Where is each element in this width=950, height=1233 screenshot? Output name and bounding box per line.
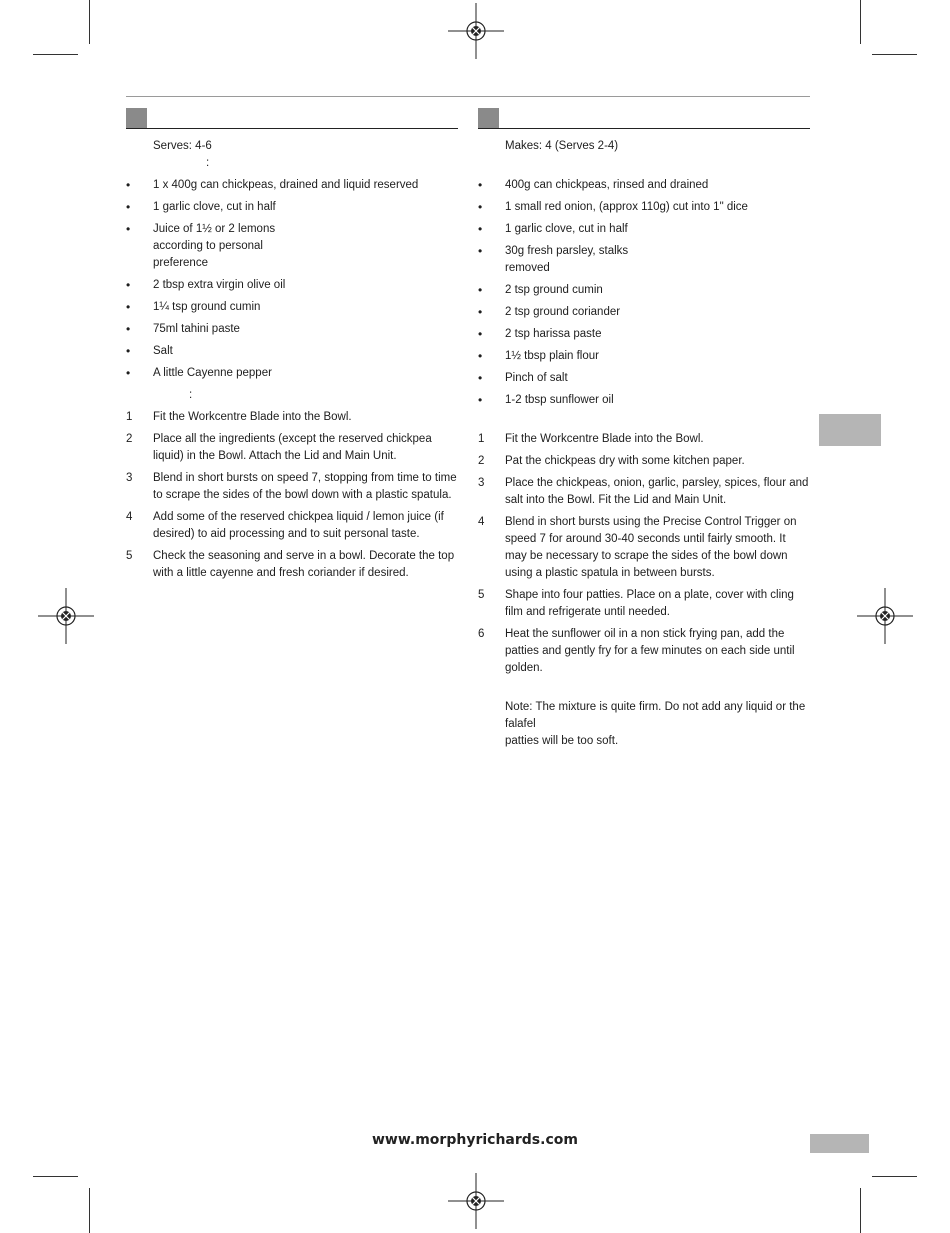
- method-step: [478, 514, 810, 582]
- ingredient-item: [478, 370, 810, 387]
- step-number: 2: [126, 433, 133, 445]
- ingredient-text: Juice of 1½ or 2 lemons according to personal preference: [153, 223, 276, 269]
- ingredient-text: 30g fresh parsley, stalks removed: [505, 245, 629, 274]
- ingredient-item: [478, 348, 810, 365]
- step-number: 1: [478, 433, 485, 445]
- registration-mark-icon: [857, 588, 913, 644]
- step-number: 4: [126, 511, 133, 523]
- method-step: [478, 626, 810, 677]
- ingredient-item: [478, 326, 810, 343]
- ingredient-item: [126, 277, 458, 294]
- ingredient-text: 2 tsp ground coriander: [505, 306, 621, 318]
- ingredients-heading: :: [206, 157, 210, 169]
- bullet-icon: •: [478, 393, 483, 407]
- ingredient-text: 400g can chickpeas, rinsed and drained: [505, 179, 709, 191]
- crop-mark: [872, 54, 917, 55]
- ingredient-item: [126, 199, 458, 216]
- bullet-icon: •: [478, 305, 483, 319]
- method-step: [126, 509, 458, 543]
- ingredient-text: 2 tsp ground cumin: [505, 284, 603, 296]
- ingredient-text: 75ml tahini paste: [153, 323, 240, 335]
- step-number: 6: [478, 628, 485, 640]
- ingredient-text: 2 tbsp extra virgin olive oil: [153, 279, 286, 291]
- method-step: [478, 587, 810, 621]
- step-text: Fit the Workcentre Blade into the Bowl.: [505, 433, 704, 445]
- crop-mark: [860, 0, 861, 44]
- step-number: 5: [126, 550, 133, 562]
- bullet-icon: •: [478, 200, 483, 214]
- ingredient-text: Pinch of salt: [505, 372, 568, 384]
- step-number: 3: [478, 477, 485, 489]
- ingredient-text: 1 x 400g can chickpeas, drained and liquid reserved: [153, 179, 419, 191]
- ingredient-text: 2 tsp harissa paste: [505, 328, 602, 340]
- step-number: 5: [478, 589, 485, 601]
- bullet-icon: •: [478, 349, 483, 363]
- ingredient-item: [126, 343, 458, 360]
- bullet-icon: •: [478, 371, 483, 385]
- step-text: Check the seasoning and serve in a bowl. Decorate the top with a little cayenne and fresh coriander if desired.: [153, 550, 455, 579]
- step-number: 3: [126, 472, 133, 484]
- crop-mark: [33, 1176, 78, 1177]
- left-recipe: [126, 108, 458, 587]
- method-step: [126, 548, 458, 582]
- step-text: Blend in short bursts using the Precise Control Trigger on speed 7 for around 30-40 seconds until fairly smooth. It may be necessary to scrape the sides of the bowl down using a plastic spatula in between bursts.: [505, 516, 797, 579]
- ingredient-item: [478, 221, 810, 238]
- method-step: [126, 409, 458, 426]
- method-list: [478, 431, 810, 677]
- right-recipe: [478, 108, 810, 750]
- bullet-icon: •: [478, 222, 483, 236]
- bullet-icon: •: [126, 366, 131, 380]
- ingredient-text: A little Cayenne pepper: [153, 367, 272, 379]
- bullet-icon: •: [126, 322, 131, 336]
- bullet-icon: •: [478, 283, 483, 297]
- crop-mark: [89, 0, 90, 44]
- bullet-icon: •: [478, 244, 483, 258]
- method-step: [478, 431, 810, 448]
- makes-text: Makes: 4 (Serves 2-4): [505, 140, 619, 152]
- bullet-icon: •: [126, 222, 131, 236]
- ingredient-item: [126, 221, 458, 272]
- ingredient-item: [478, 282, 810, 299]
- step-number: 4: [478, 516, 485, 528]
- step-text: Shape into four patties. Place on a plate, cover with cling film and refrigerate until needed.: [505, 589, 794, 618]
- step-text: Pat the chickpeas dry with some kitchen paper.: [505, 455, 745, 467]
- note-text: Note: The mixture is quite firm. Do not add any liquid or the falafel patties will be too soft.: [505, 701, 806, 747]
- ingredient-item: [126, 365, 458, 382]
- page-number-tab: [810, 1134, 869, 1153]
- method-step: [126, 431, 458, 465]
- ingredient-item: [478, 392, 810, 409]
- ingredient-text: 1 garlic clove, cut in half: [153, 201, 276, 213]
- method-list: [126, 409, 458, 582]
- recipe-heading-bar: [126, 108, 458, 129]
- crop-mark: [860, 1188, 861, 1233]
- ingredient-item: [478, 199, 810, 216]
- bullet-icon: •: [126, 300, 131, 314]
- top-rule: [126, 96, 810, 97]
- registration-mark-icon: [448, 3, 504, 59]
- step-text: Heat the sunflower oil in a non stick frying pan, add the patties and gently fry for a few minutes on each side until golden.: [505, 628, 795, 674]
- bullet-icon: •: [126, 278, 131, 292]
- ingredient-text: 1-2 tbsp sunflower oil: [505, 394, 614, 406]
- ingredient-text: Salt: [153, 345, 173, 357]
- step-text: Add some of the reserved chickpea liquid / lemon juice (if desired) to aid processing and to suit personal taste.: [153, 511, 444, 540]
- registration-mark-icon: [38, 588, 94, 644]
- step-text: Blend in short bursts on speed 7, stopping from time to time to scrape the sides of the bowl down with a plastic spatula.: [153, 472, 457, 501]
- bullet-icon: •: [478, 178, 483, 192]
- ingredient-list: [126, 177, 458, 382]
- ingredient-item: [478, 243, 810, 277]
- ingredient-list: [478, 177, 810, 409]
- method-step: [478, 453, 810, 470]
- ingredient-item: [126, 177, 458, 194]
- ingredient-text: 1½ tbsp plain flour: [505, 350, 599, 362]
- crop-mark: [33, 54, 78, 55]
- crop-mark: [872, 1176, 917, 1177]
- ingredient-item: [126, 299, 458, 316]
- heading-box: [126, 108, 147, 128]
- step-text: Fit the Workcentre Blade into the Bowl.: [153, 411, 352, 423]
- ingredient-text: 1 small red onion, (approx 110g) cut into 1" dice: [505, 201, 748, 213]
- heading-box: [478, 108, 499, 128]
- section-tab: [819, 414, 881, 446]
- bullet-icon: •: [126, 200, 131, 214]
- step-number: 1: [126, 411, 133, 423]
- method-heading: :: [189, 389, 193, 401]
- ingredient-item: [126, 321, 458, 338]
- step-text: Place the chickpeas, onion, garlic, parsley, spices, flour and salt into the Bowl. Fit the Lid and Main Unit.: [505, 477, 809, 506]
- step-number: 2: [478, 455, 485, 467]
- bullet-icon: •: [126, 344, 131, 358]
- method-step: [478, 475, 810, 509]
- crop-mark: [89, 1188, 90, 1233]
- ingredient-text: 1 garlic clove, cut in half: [505, 223, 628, 235]
- step-text: Place all the ingredients (except the reserved chickpea liquid) in the Bowl. Attach the Lid and Main Unit.: [153, 433, 432, 462]
- bullet-icon: •: [126, 178, 131, 192]
- serves-text: Serves: 4-6: [153, 140, 212, 152]
- website-url: www.morphyrichards.com: [372, 1132, 578, 1148]
- bullet-icon: •: [478, 327, 483, 341]
- ingredient-item: [478, 177, 810, 194]
- ingredient-item: [478, 304, 810, 321]
- ingredient-text: 1¼ tsp ground cumin: [153, 301, 261, 313]
- recipe-heading-bar: [478, 108, 810, 129]
- registration-mark-icon: [448, 1173, 504, 1229]
- method-step: [126, 470, 458, 504]
